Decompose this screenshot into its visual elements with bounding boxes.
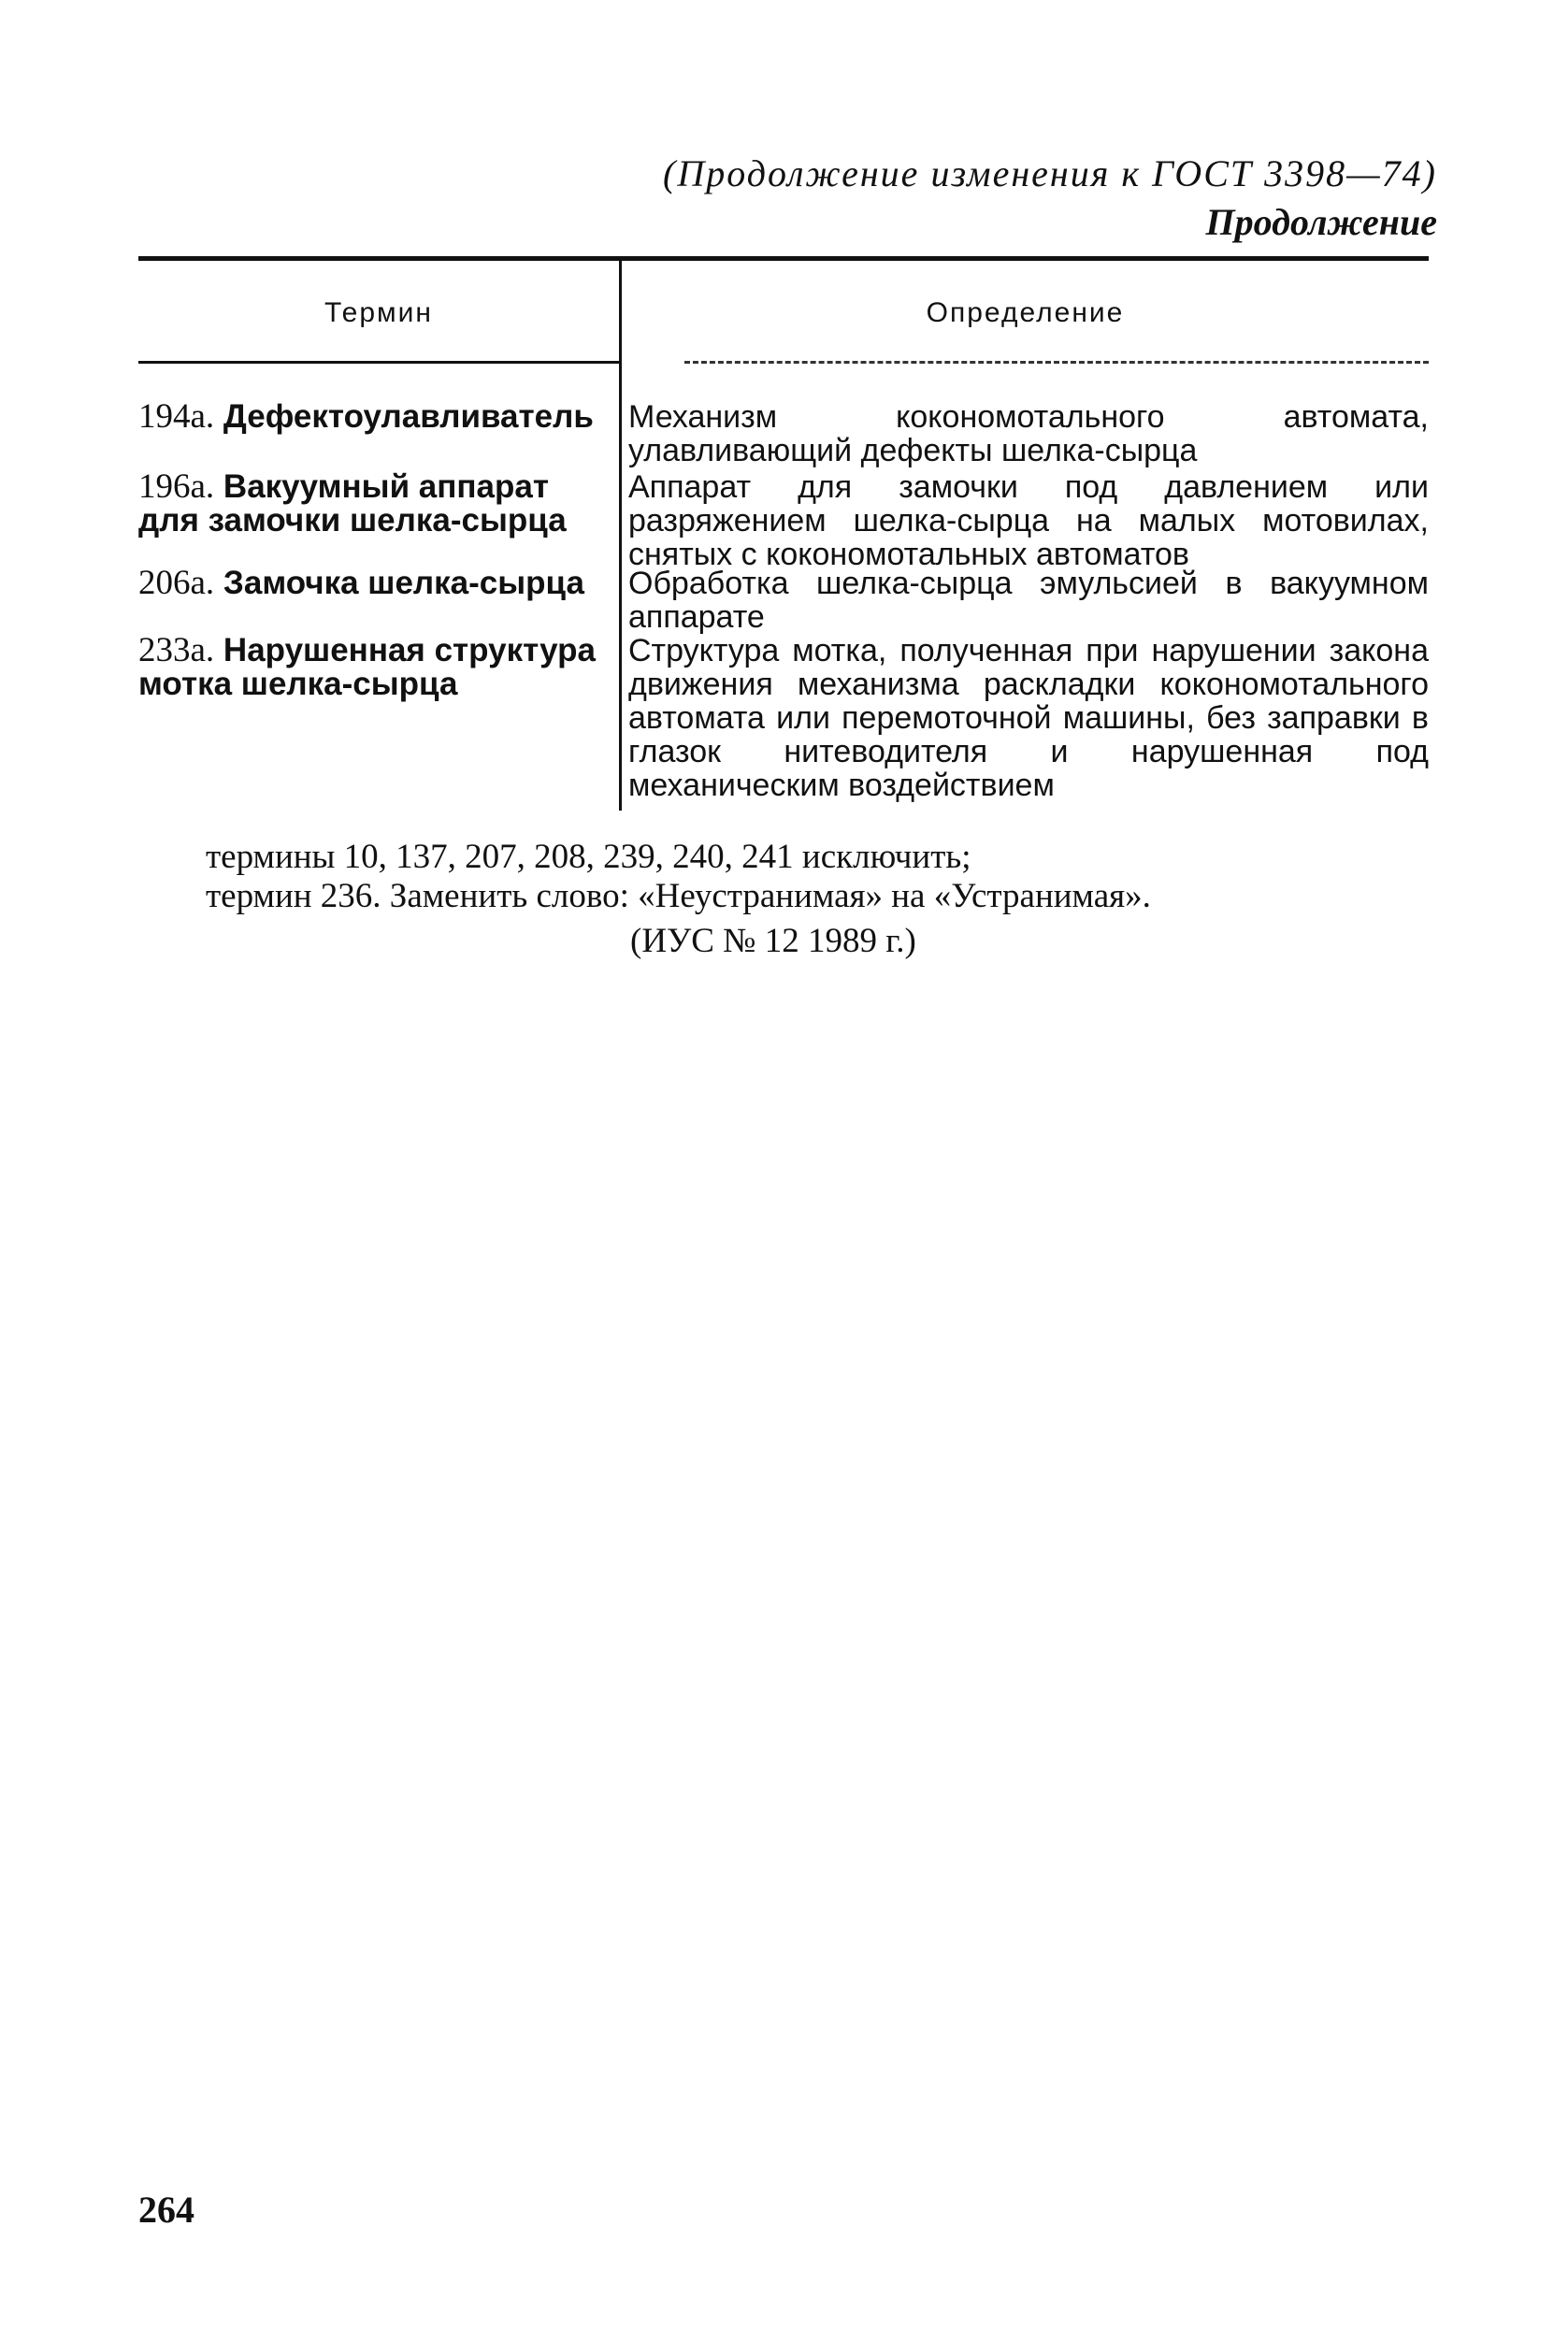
column-header-term: Термин (324, 297, 433, 328)
table-row-term (138, 564, 597, 602)
term-name: Вакуумный аппарат для замочки шелка-сырца (138, 468, 567, 539)
header-rule-left (138, 361, 619, 364)
term-number: 194а. (138, 397, 215, 436)
footer-replacement-note: термин 236. Заменить слово: «Неустранимая» на «Устранимая». (206, 877, 1151, 915)
term-name: Дефектоулавливатель (223, 398, 594, 435)
term-number: 206а. (138, 564, 215, 602)
table-row-term (138, 397, 597, 436)
header-continued-label: Продолжение (1205, 201, 1437, 243)
column-divider (619, 261, 622, 811)
table-row-definition: Обработка шелка-сырца эмульсией в вакуумном аппарате (628, 566, 1429, 635)
term-name: Нарушенная структура мотка шелка-сырца (138, 632, 596, 702)
page-number: 264 (138, 2189, 194, 2231)
table-top-rule (138, 256, 1429, 261)
table-row-definition: Механизм кокономотального автомата, улавливающий дефекты шелка-сырца (628, 399, 1429, 468)
header-rule-right (684, 361, 1429, 364)
table-row-term (138, 467, 597, 539)
table-row-definition: Структура мотка, полученная при нарушении закона движения механизма раскладки кокономотального автомата или перемоточной машины, без заправки в глазок нитеводителя и нарушенная под механическим воздействием (628, 633, 1429, 803)
header-continuation: (Продолжение изменения к ГОСТ 3398—74) (663, 152, 1437, 194)
publication-reference: (ИУС № 12 1989 г.) (630, 922, 916, 960)
table-row-definition: Аппарат для замочки под давлением или разряжением шелка-сырца на малых мотовилах, снятых с кокономотальных автоматов (628, 469, 1429, 572)
term-name: Замочка шелка-сырца (223, 565, 584, 601)
table-row-term (138, 631, 597, 702)
term-number: 196а. (138, 467, 215, 506)
term-number: 233а. (138, 631, 215, 669)
column-header-definition: Определение (926, 297, 1125, 328)
footer-excluded-terms: термины 10, 137, 207, 208, 239, 240, 241 исключить; (206, 838, 971, 876)
